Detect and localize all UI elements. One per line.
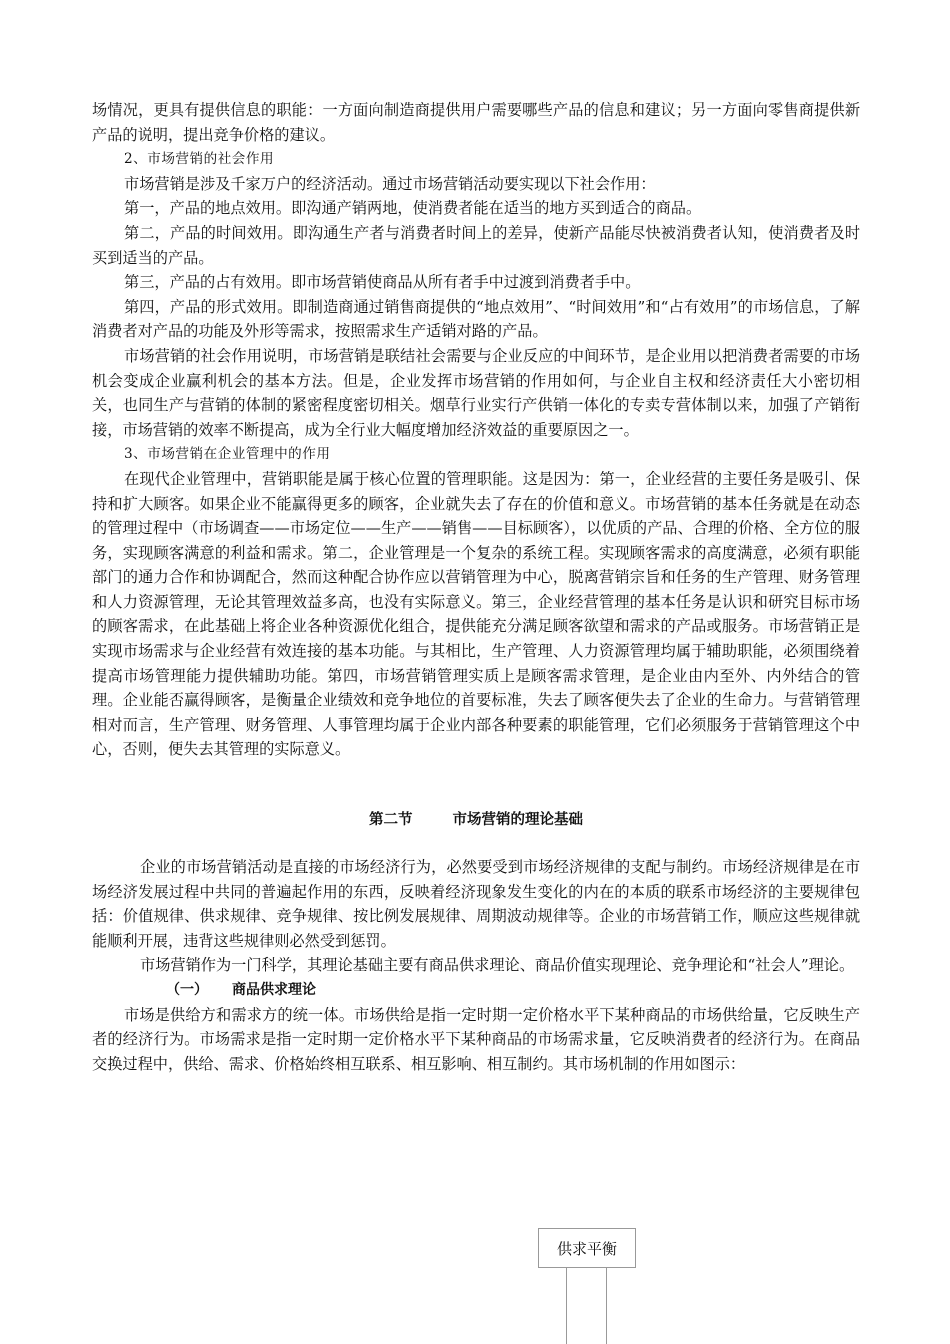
subheading-number: （一） — [166, 982, 208, 998]
subheading-title: 商品供求理论 — [232, 982, 316, 998]
document-body — [92, 98, 860, 1076]
paragraph: 市场营销作为一门科学，其理论基础主要有商品供求理论、商品价值实现理论、竞争理论和“社会人”理论。 — [140, 956, 855, 975]
paragraph: 在现代企业管理中，营销职能是属于核心位置的管理职能。这是因为：第一，企业经营的主要任务是吸引、保持和扩大顾客。如果企业不能赢得更多的顾客，企业就失去了存在的价值和意义。市场营销的基本任务就是在动态的管理过程中（市场调查——市场定位——生产——销售——目标顾客），以优质的产品、合理的价格、全方位的服务，实现顾客满意的利益和需求。第二，企业管理是一个复杂的系统工程。实现顾客需求的高度满意，必须有职能部门的通力合作和协调配合，然而这种配合协作应以营销管理为中心，脱离营销宗旨和任务的生产管理、财务管理和人力资源管理，无论其管理效益多高，也没有实际意义。第三，企业经营管理的基本任务是认识和研究目标市场的顾客需求，在此基础上将企业各种资源优化组合，提供能充分满足顾客欲望和需求的产品或服务。市场营销正是实现市场需求与企业经营有效连接的基本功能。与其相比，生产管理、人力资源管理均属于辅助职能，必须围绕着提高市场管理能力提供辅助功能。第四，市场营销管理实质上是顾客需求管理，是企业由内至外、内外结合的管理。企业能否赢得顾客，是衡量企业绩效和竞争地位的首要标准，失去了顾客便失去了企业的生命力。与营销管理相对而言，生产管理、财务管理、人事管理均属于企业内部各种要素的职能管理，它们必须服务于营销管理这个中心，否则，便失去其管理的实际意义。 — [92, 469, 860, 759]
diagram-box-supply-demand-balance: 供求平衡 — [538, 1228, 636, 1268]
paragraph: 市场是供给方和需求方的统一体。市场供给是指一定时期一定价格水平下某种商品的市场供给量，它反映生产者的经济行为。市场需求是指一定时期一定价格水平下某种商品的市场需求量，它反映消费者的经济行为。在商品交换过程中，供给、需求、价格始终相互联系、相互影响、相互制约。其市场机制的作用如图示： — [92, 1005, 860, 1073]
section-title-text: 市场营销的理论基础 — [452, 812, 583, 829]
paragraph: 第四，产品的形式效用。即制造商通过销售商提供的“地点效用”、“时间效用”和“占有效用”的市场信息，了解消费者对产品的功能及外形等需求，按照需求生产适销对路的产品。 — [92, 297, 860, 341]
subheading — [92, 978, 860, 1003]
paragraph: 第三，产品的占有效用。即市场营销使商品从所有者手中过渡到消费者手中。 — [124, 273, 641, 292]
section-number: 第二节 — [369, 812, 413, 829]
diagram-connector-line — [566, 1268, 567, 1344]
paragraph: 市场营销是涉及千家万户的经济活动。通过市场营销活动要实现以下社会作用： — [124, 174, 656, 193]
paragraph: 第二，产品的时间效用。即沟通生产者与消费者时间上的差异，使新产品能尽快被消费者认知，使消费者及时买到适当的产品。 — [92, 223, 860, 267]
paragraph: 企业的市场营销活动是直接的市场经济行为，必然要受到市场经济规律的支配与制约。市场经济规律是在市场经济发展过程中共同的普遍起作用的东西，反映着经济现象发生变化的内在的本质的联系市场经济的主要规律包括：价值规律、供求规律、竞争规律、按比例发展规律、周期波动规律等。企业的市场营销工作，顺应这些规律就能顺利开展，违背这些规律则必然受到惩罚。 — [92, 858, 860, 950]
paragraph: 场情况，更具有提供信息的职能：一方面向制造商提供用户需要哪些产品的信息和建议；另一方面向零售商提供新产品的说明，提出竞争价格的建议。 — [92, 101, 860, 144]
paragraph: 第一，产品的地点效用。即沟通产销两地，使消费者能在适当的地方买到适合的商品。 — [124, 199, 702, 218]
diagram-connector-line — [606, 1268, 607, 1344]
section-title — [92, 808, 860, 832]
paragraph: 市场营销的社会作用说明，市场营销是联结社会需要与企业反应的中间环节，是企业用以把消费者需要的市场机会变成企业赢利机会的基本方法。但是，企业发挥市场营销的作用如何，与企业自主权和经济责任大小密切相关，也同生产与营销的体制的紧密程度密切相关。烟草行业实行产供销一体化的专卖专营体制以来，加强了产销衔接，市场营销的效率不断提高，成为全行业大幅度增加经济效益的重要原因之一。 — [92, 346, 860, 439]
subsection-heading-social-role: 2、市场营销的社会作用 — [124, 151, 275, 168]
subsection-heading-management-role: 3、市场营销在企业管理中的作用 — [124, 446, 331, 463]
